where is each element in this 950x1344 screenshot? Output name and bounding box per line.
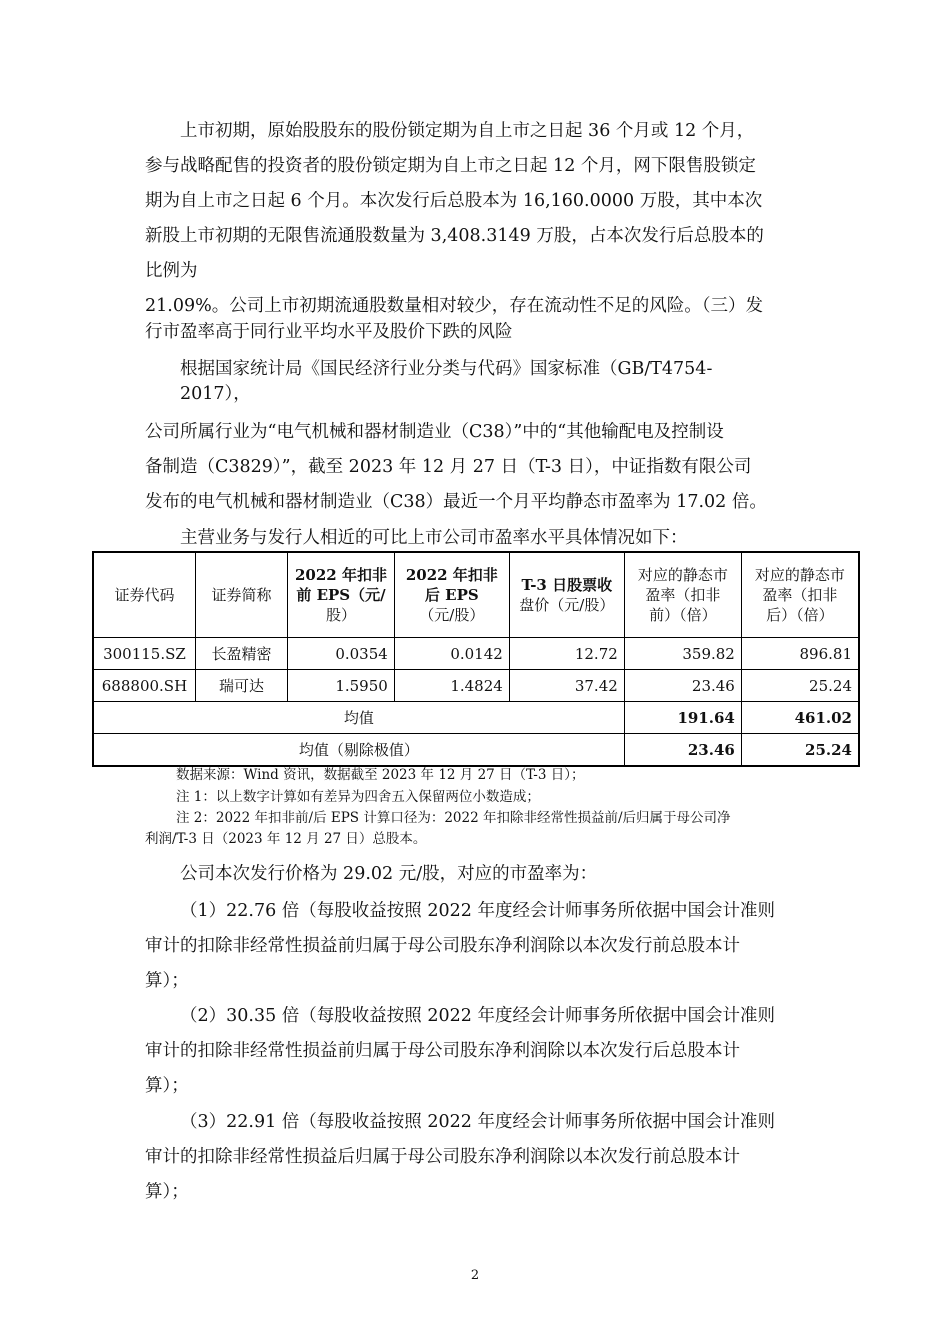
paragraph-line: 期为自上市之日起 6 个月。本次发行后总股本为 16,160.0000 万股，其中本次 xyxy=(145,191,763,211)
paragraph-line: 公司所属行业为“电气机械和器材制造业（C38）”中的“其他输配电及控制设 xyxy=(145,422,724,442)
paragraph-line: 比例为 xyxy=(145,261,198,281)
cell-average-pe-pre: 191.64 xyxy=(624,702,741,734)
paragraph-line: 上市初期，原始股股东的股份锁定期为自上市之日起 36 个月或 12 个月， xyxy=(180,121,755,141)
paragraph-line: 新股上市初期的无限售流通股数量为 3,408.3149 万股，占本次发行后总股本的 xyxy=(145,226,764,246)
cell-pe-pre: 23.46 xyxy=(624,670,741,702)
paragraph-line: 发布的电气机械和器材制造业（C38）最近一个月平均静态市盈率为 17.02 倍。 xyxy=(145,492,767,512)
pe-item-line: 审计的扣除非经常性损益前归属于母公司股东净利润除以本次发行前总股本计 xyxy=(145,936,740,956)
pe-item-line: （1）22.76 倍（每股收益按照 2022 年度经会计师事务所依据中国会计准则 xyxy=(180,901,775,921)
cell-average-ex-pe-pre: 23.46 xyxy=(624,734,741,767)
cell-price: 12.72 xyxy=(509,638,624,670)
cell-name: 瑞可达 xyxy=(195,670,287,702)
pe-item-line: （3）22.91 倍（每股收益按照 2022 年度经会计师事务所依据中国会计准则 xyxy=(180,1112,775,1132)
cell-code: 688800.SH xyxy=(93,670,195,702)
paragraph-line: 公司本次发行价格为 29.02 元/股，对应的市盈率为： xyxy=(180,864,598,884)
pe-item-line: 算）； xyxy=(145,1076,189,1096)
cell-average-ex-pe-post: 25.24 xyxy=(741,734,859,767)
header-pe-post: 对应的静态市 盈率（扣非 后）（倍） xyxy=(741,552,859,638)
paragraph-line: 2017）， xyxy=(180,384,251,404)
cell-eps-post: 0.0142 xyxy=(394,638,509,670)
pe-item-line: 审计的扣除非经常性损益前归属于母公司股东净利润除以本次发行后总股本计 xyxy=(145,1041,740,1061)
cell-pe-pre: 359.82 xyxy=(624,638,741,670)
table-caption: 主营业务与发行人相近的可比上市公司市盈率水平具体情况如下： xyxy=(180,528,688,548)
pe-item-line: （2）30.35 倍（每股收益按照 2022 年度经会计师事务所依据中国会计准则 xyxy=(180,1006,775,1026)
table-row xyxy=(93,638,859,670)
note-2: 注 2：2022 年扣非前/后 EPS 计算口径为：2022 年扣除非经常性损益前/后归属于母公司净 xyxy=(176,810,731,826)
cell-eps-post: 1.4824 xyxy=(394,670,509,702)
header-price: T-3 日股票收 盘价（元/股） xyxy=(509,552,624,638)
cell-average-label: 均值 xyxy=(93,702,624,734)
paragraph-line: 备制造（C3829）”，截至 2023 年 12 月 27 日（T-3 日），中证指数有限公司 xyxy=(145,457,752,477)
paragraph-line: 参与战略配售的投资者的股份锁定期为自上市之日起 12 个月，网下限售股锁定 xyxy=(145,156,756,176)
cell-pe-post: 896.81 xyxy=(741,638,859,670)
pe-item-line: 审计的扣除非经常性损益后归属于母公司股东净利润除以本次发行前总股本计 xyxy=(145,1147,740,1167)
paragraph-line: 行市盈率高于同行业平均水平及股价下跌的风险 xyxy=(145,322,513,342)
note-2-cont: 利润/T-3 日（2023 年 12 月 27 日）总股本。 xyxy=(145,831,427,847)
cell-eps-pre: 1.5950 xyxy=(288,670,395,702)
comparable-companies-table xyxy=(92,551,860,767)
cell-name: 长盈精密 xyxy=(195,638,287,670)
cell-average-pe-post: 461.02 xyxy=(741,702,859,734)
pe-item-line: 算）； xyxy=(145,1182,189,1202)
table-row-average-excluding xyxy=(93,734,859,767)
paragraph-line: 根据国家统计局《国民经济行业分类与代码》国家标准（GB/T4754- xyxy=(180,359,713,379)
paragraph-line: 21.09%。公司上市初期流通股数量相对较少，存在流动性不足的风险。（三）发 xyxy=(145,296,763,316)
note-1: 注 1：以上数字计算如有差异为四舍五入保留两位小数造成； xyxy=(176,789,540,805)
header-pe-pre: 对应的静态市 盈率（扣非 前）（倍） xyxy=(624,552,741,638)
header-eps-pre: 2022 年扣非 前 EPS（元/ 股） xyxy=(288,552,395,638)
header-code: 证券代码 xyxy=(93,552,195,638)
header-eps-post: 2022 年扣非 后 EPS （元/股） xyxy=(394,552,509,638)
header-name: 证券简称 xyxy=(195,552,287,638)
note-source: 数据来源：Wind 资讯，数据截至 2023 年 12 月 27 日（T-3 日）； xyxy=(176,767,585,783)
table-row-average xyxy=(93,702,859,734)
cell-eps-pre: 0.0354 xyxy=(288,638,395,670)
table-header-row xyxy=(93,552,859,638)
pe-item-line: 算）； xyxy=(145,971,189,991)
table-row xyxy=(93,670,859,702)
page-number: 2 xyxy=(470,1268,480,1283)
cell-pe-post: 25.24 xyxy=(741,670,859,702)
cell-average-ex-label: 均值（剔除极值） xyxy=(93,734,624,767)
cell-code: 300115.SZ xyxy=(93,638,195,670)
cell-price: 37.42 xyxy=(509,670,624,702)
